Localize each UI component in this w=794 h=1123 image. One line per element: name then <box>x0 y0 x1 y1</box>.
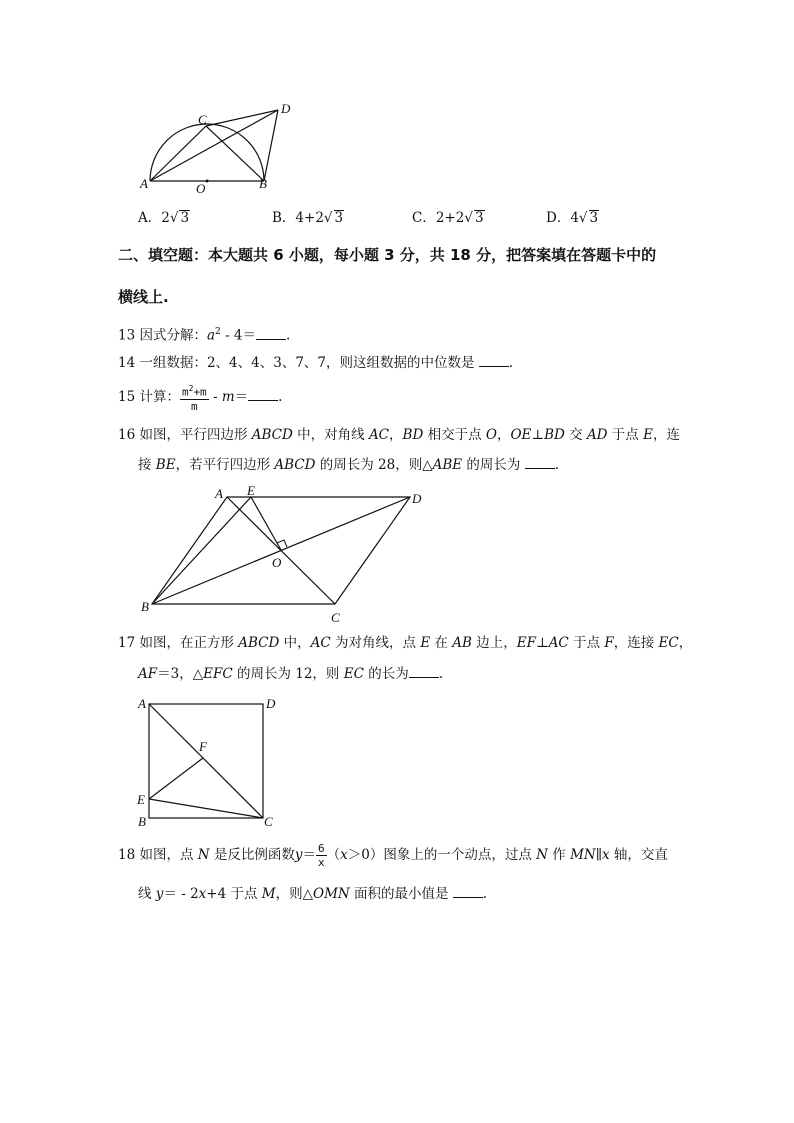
t: N <box>536 847 548 863</box>
t: ， <box>678 635 693 651</box>
t: ， <box>389 427 403 443</box>
q15-num-base: m <box>181 385 189 399</box>
option-b <box>272 206 344 226</box>
t: 作 <box>547 847 571 863</box>
t: ⊥ <box>531 427 545 443</box>
option-letter: D． <box>546 210 571 226</box>
q14-end: . <box>508 355 514 371</box>
q13-exp: 2 <box>215 327 221 337</box>
radicand: 3 <box>180 210 190 226</box>
t: 中，对角线 <box>292 427 369 443</box>
t: ＝3，△ <box>157 666 204 682</box>
t: AF <box>138 666 158 682</box>
t: ，连 <box>652 427 680 443</box>
t: BD <box>544 427 565 443</box>
option-coef: 4+2 <box>295 210 324 226</box>
q15-num-rest: +m <box>193 385 207 399</box>
label-D: D <box>266 696 276 711</box>
t: E <box>643 427 653 443</box>
t: x <box>601 847 610 863</box>
t: 的长为 <box>363 666 409 682</box>
t: BD <box>402 427 424 443</box>
option-letter: A． <box>138 210 162 226</box>
q18-fraction <box>316 842 327 869</box>
t: ABCD <box>238 635 280 651</box>
label-F: F <box>199 739 207 754</box>
t: ⊥ <box>535 635 549 651</box>
t: 于点 <box>568 635 605 651</box>
t: ， <box>496 427 511 443</box>
option-letter: C． <box>412 210 436 226</box>
t: 的周长为 12，则 <box>232 666 344 682</box>
answer-blank[interactable] <box>256 327 286 340</box>
radicand: 3 <box>334 210 344 226</box>
t: ，连接 <box>613 635 659 651</box>
option-c <box>412 206 485 226</box>
question-14 <box>118 353 513 373</box>
option-letter: B． <box>272 210 296 226</box>
q13-end: . <box>286 327 291 344</box>
t: ∥ <box>595 847 602 863</box>
answer-blank[interactable] <box>525 456 555 469</box>
t: O <box>485 427 497 443</box>
label-B: B <box>141 599 149 614</box>
t: 轴，交直 <box>609 847 668 863</box>
t: 的周长为 28，则△ <box>315 457 433 473</box>
t: M <box>261 886 276 902</box>
q15-mid: - <box>208 389 222 405</box>
q18-num: 6 <box>318 842 325 855</box>
t: AC <box>368 427 390 443</box>
t: 边上， <box>471 635 517 651</box>
t: ABCD <box>251 427 293 443</box>
label-B: B <box>259 176 267 191</box>
t: ＞0）图象上的一个动点，过点 <box>347 847 537 863</box>
option-coef: 2+2 <box>435 210 465 226</box>
t: EC <box>343 666 364 682</box>
t: F <box>604 635 614 651</box>
t: 在 <box>430 635 453 651</box>
answer-blank[interactable] <box>453 885 483 898</box>
t: ＝ - 2 <box>163 886 199 902</box>
question-13 <box>118 322 290 346</box>
q15-fraction <box>180 382 209 413</box>
t: . <box>554 457 560 473</box>
answer-blank[interactable] <box>248 388 278 401</box>
question-16-line1 <box>118 425 680 445</box>
t: ＝ <box>302 847 317 863</box>
q15-num-exp: 2 <box>188 384 194 394</box>
label-C: C <box>198 112 207 127</box>
t: . <box>438 666 444 682</box>
label-E: E <box>137 792 145 807</box>
t: 的周长为 <box>462 457 525 473</box>
t: y <box>155 886 164 902</box>
question-18-line2 <box>138 884 487 904</box>
q15-eq: ＝ <box>234 389 249 405</box>
q18-den: x <box>318 856 325 869</box>
figure-q16 <box>135 482 435 627</box>
sqrt-sign: √ <box>464 210 473 226</box>
t: . <box>482 886 488 902</box>
sqrt-sign: √ <box>578 210 588 226</box>
t: AD <box>586 427 608 443</box>
label-A: A <box>215 486 223 501</box>
answer-blank[interactable] <box>479 354 509 367</box>
question-17-line2 <box>138 664 443 684</box>
t: ABCD <box>274 457 316 473</box>
t: E <box>420 635 431 651</box>
option-a <box>138 206 190 226</box>
t: 接 <box>138 457 156 473</box>
option-coef: 4 <box>570 210 579 226</box>
label-C: C <box>331 610 340 625</box>
label-E: E <box>247 483 255 498</box>
q13-rest: - 4＝ <box>220 327 257 344</box>
t: OE <box>510 427 532 443</box>
t: EF <box>516 635 536 651</box>
sqrt-sign: √ <box>169 210 179 226</box>
t: y <box>294 847 303 863</box>
q15-end: . <box>278 389 283 405</box>
section-heading-line1: 二、填空题：本大题共 6 小题，每小题 3 分，共 18 分，把答案填在答题卡中的 <box>118 246 657 264</box>
t: AC <box>310 635 331 651</box>
q15-den: m <box>191 399 198 413</box>
t: 线 <box>138 886 156 902</box>
t: （ <box>326 847 341 863</box>
q13-prefix: 13 因式分解： <box>118 327 207 344</box>
q15-prefix: 15 计算： <box>118 389 180 405</box>
t: 于点 <box>607 427 644 443</box>
question-16-line2 <box>138 455 559 475</box>
label-A: A <box>140 176 148 191</box>
t: N <box>197 847 210 863</box>
label-O: O <box>196 181 206 196</box>
t: MN <box>570 847 596 863</box>
q13-var: a <box>206 327 216 344</box>
t: AB <box>452 635 472 651</box>
t: EFC <box>203 666 233 682</box>
t: x <box>198 886 207 902</box>
question-18-line1 <box>118 840 668 870</box>
t: ABE <box>432 457 463 473</box>
radicand: 3 <box>589 210 599 226</box>
t: EC <box>658 635 679 651</box>
q14-text: 14 一组数据：2、4、4、3、7、7，则这组数据的中位数是 <box>118 355 479 371</box>
t: 面积的最小值是 <box>349 886 453 902</box>
label-C: C <box>264 814 273 829</box>
label-D: D <box>281 101 291 116</box>
label-A: A <box>138 696 146 711</box>
t: 中， <box>279 635 311 651</box>
label-D: D <box>412 491 422 506</box>
question-17-line1 <box>118 633 692 653</box>
t: BE <box>155 457 176 473</box>
figure-q17 <box>130 692 290 832</box>
option-coef: 2 <box>161 210 170 226</box>
t: +4 于点 <box>206 886 262 902</box>
figure-q12 <box>130 95 310 200</box>
label-B: B <box>138 814 146 829</box>
t: OMN <box>313 886 350 902</box>
t: 17 如图，在正方形 <box>118 635 239 651</box>
answer-blank[interactable] <box>409 665 439 678</box>
sqrt-sign: √ <box>323 210 333 226</box>
t: 相交于点 <box>423 427 486 443</box>
t: ，若平行四边形 <box>175 457 275 473</box>
question-15 <box>118 382 282 413</box>
t: 18 如图，点 <box>118 847 198 863</box>
section-heading-line2: 横线上. <box>118 288 169 306</box>
t: 为对角线，点 <box>330 635 421 651</box>
option-d <box>546 206 599 226</box>
t: 是反比例函数 <box>209 847 295 863</box>
t: 交 <box>564 427 587 443</box>
t: AC <box>548 635 569 651</box>
t: ，则△ <box>275 886 313 902</box>
q15-var: m <box>221 389 235 405</box>
t: x <box>340 847 348 863</box>
radicand: 3 <box>474 210 484 226</box>
t: 16 如图，平行四边形 <box>118 427 252 443</box>
label-O: O <box>272 555 282 570</box>
